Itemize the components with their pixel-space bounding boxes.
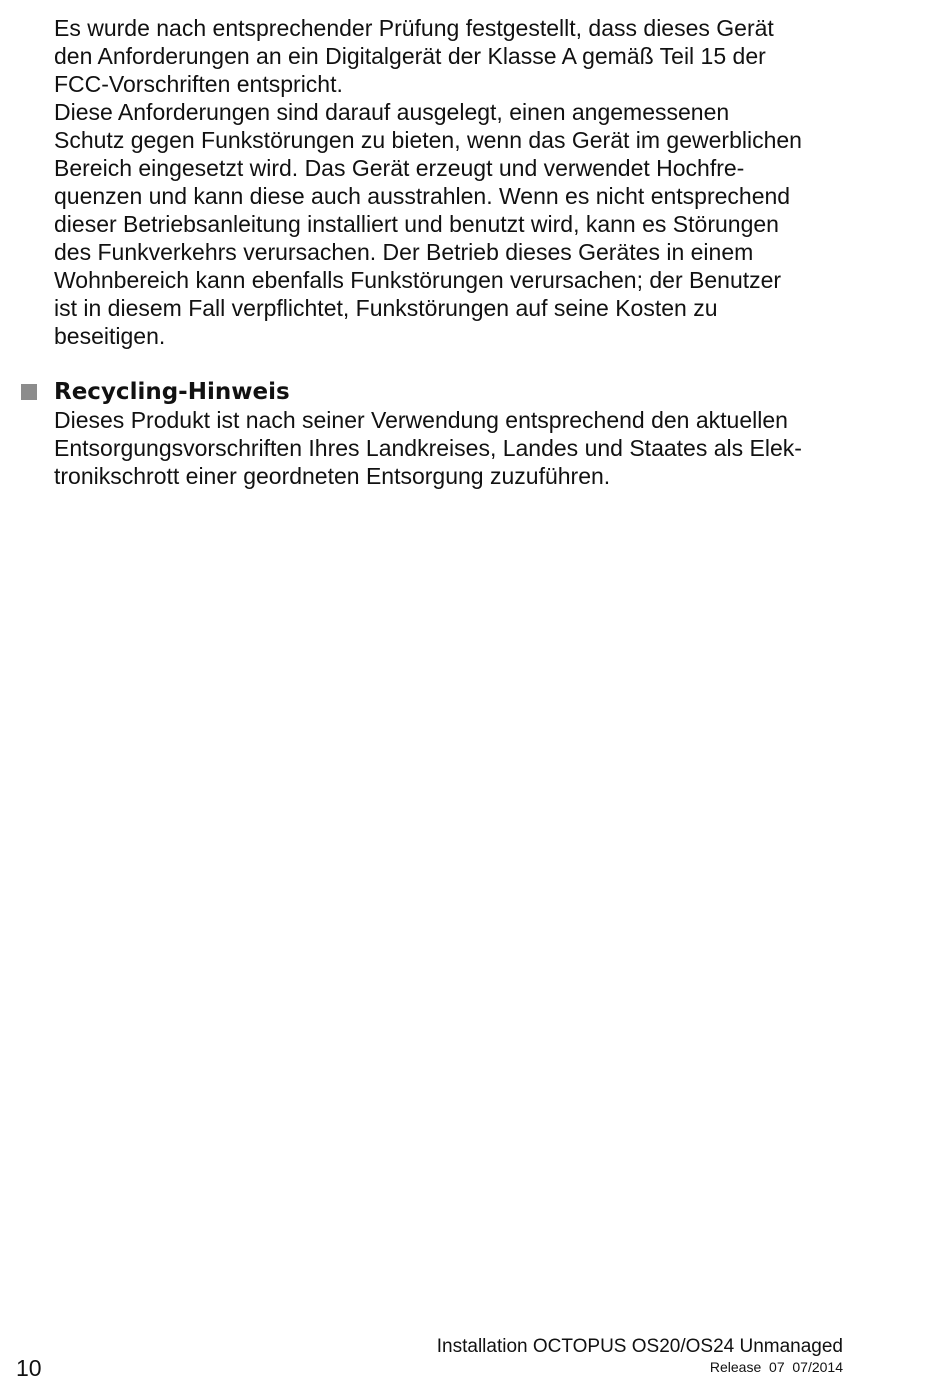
page-number: 10 xyxy=(16,1355,42,1381)
section-heading-recycling: Recycling-Hinweis xyxy=(54,379,290,405)
paragraph-fcc-compliance: Es wurde nach entsprechender Prüfung festgestellt, dass dieses Gerät den Anforderungen an ein Digitalgerät der Klasse A gemäß Teil 15 der FCC-Vorschriften entspricht. xyxy=(54,15,774,97)
square-bullet-icon xyxy=(21,384,37,400)
paragraph-fcc-interference: Diese Anforderungen sind darauf ausgelegt, einen angemessenen Schutz gegen Funkstörungen zu bieten, wenn das Gerät im gewerblichen Bereich eingesetzt wird. Das Gerät erzeugt und verwendet Hochfre- quenzen und kann diese auch ausstrahlen. Wenn es nicht entsprechend dieser Betriebsanleitung installiert und benutzt wird, kann es Störungen des Funkverkehrs verursachen. Der Betrieb dieses Gerätes in einem Wohnbereich kann ebenfalls Funkstörungen verursachen; der Benutzer ist in diesem Fall verpflichtet, Funkstörungen auf seine Kosten zu beseitigen. xyxy=(54,99,802,349)
paragraph-recycling: Dieses Produkt ist nach seiner Verwendung entsprechend den aktuellen Entsorgungsvorschriften Ihres Landkreises, Landes und Staates als Elek- tronikschrott einer geordneten Entsorgung zuzuführen. xyxy=(54,407,802,489)
footer-release-info: Release 07 07/2014 xyxy=(709,1359,843,1375)
footer-document-title: Installation OCTOPUS OS20/OS24 Unmanaged xyxy=(436,1336,843,1357)
